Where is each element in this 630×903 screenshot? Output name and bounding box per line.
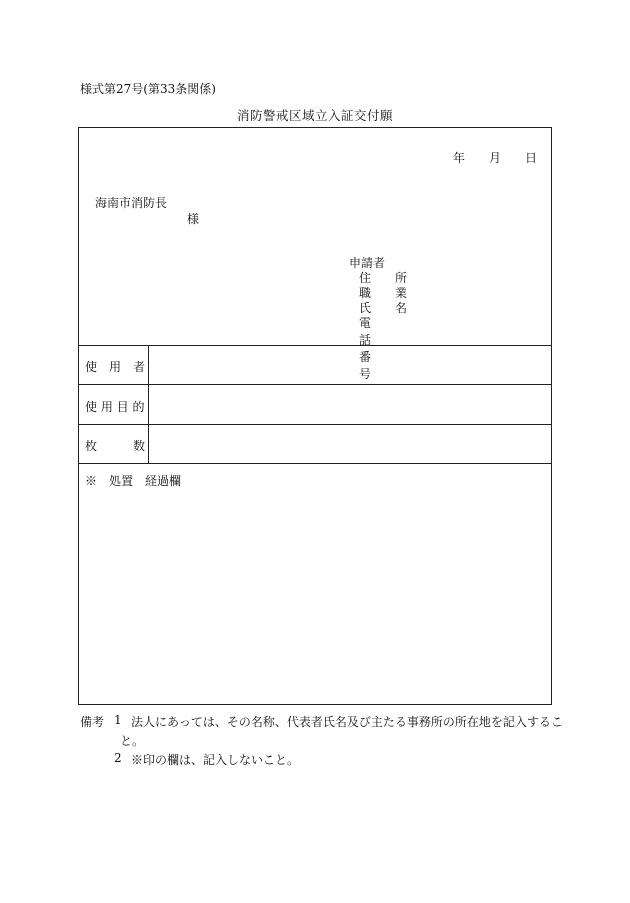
divider-row-1 <box>79 384 551 385</box>
address-label-2: 所 <box>395 271 408 285</box>
name-label-1: 氏 <box>359 301 372 315</box>
quantity-label: 枚 数 <box>85 439 146 453</box>
divider-row-3 <box>79 463 551 464</box>
note-2-number: 2 <box>114 751 122 765</box>
divider-row-2 <box>79 424 551 425</box>
date-month-label: 月 <box>489 151 502 165</box>
note-1-number: 1 <box>114 713 122 727</box>
notes-label: 備考 <box>80 715 105 729</box>
form-title: 消防警戒区域立入証交付願 <box>236 108 393 123</box>
divider-header <box>79 345 551 346</box>
address-label-1: 住 <box>359 271 372 285</box>
purpose-label: 使 用 目 的 <box>85 400 145 414</box>
phone-label: 電話番号 <box>359 316 372 381</box>
user-label: 使 用 者 <box>85 360 146 374</box>
honorific: 様 <box>187 212 200 226</box>
date-year-label: 年 <box>453 151 466 165</box>
applicant-label: 申請者 <box>349 256 386 270</box>
occupation-label-2: 業 <box>395 286 408 300</box>
note-1-text: 法人にあっては、その名称、代表者氏名及び主たる事務所の所在地を記入するこ <box>131 715 563 729</box>
application-form <box>78 127 552 705</box>
note-2-text: ※印の欄は、記入しないこと。 <box>131 753 300 767</box>
label-column-divider <box>148 345 149 463</box>
name-label-2: 名 <box>395 301 408 315</box>
occupation-label-1: 職 <box>359 286 372 300</box>
date-day-label: 日 <box>525 151 538 165</box>
form-number: 様式第27号(第33条関係) <box>80 82 216 96</box>
remarks-label: ※ 処置 経過欄 <box>85 474 182 488</box>
addressee: 海南市消防長 <box>95 196 168 210</box>
note-1-text-continued: と。 <box>120 734 145 748</box>
